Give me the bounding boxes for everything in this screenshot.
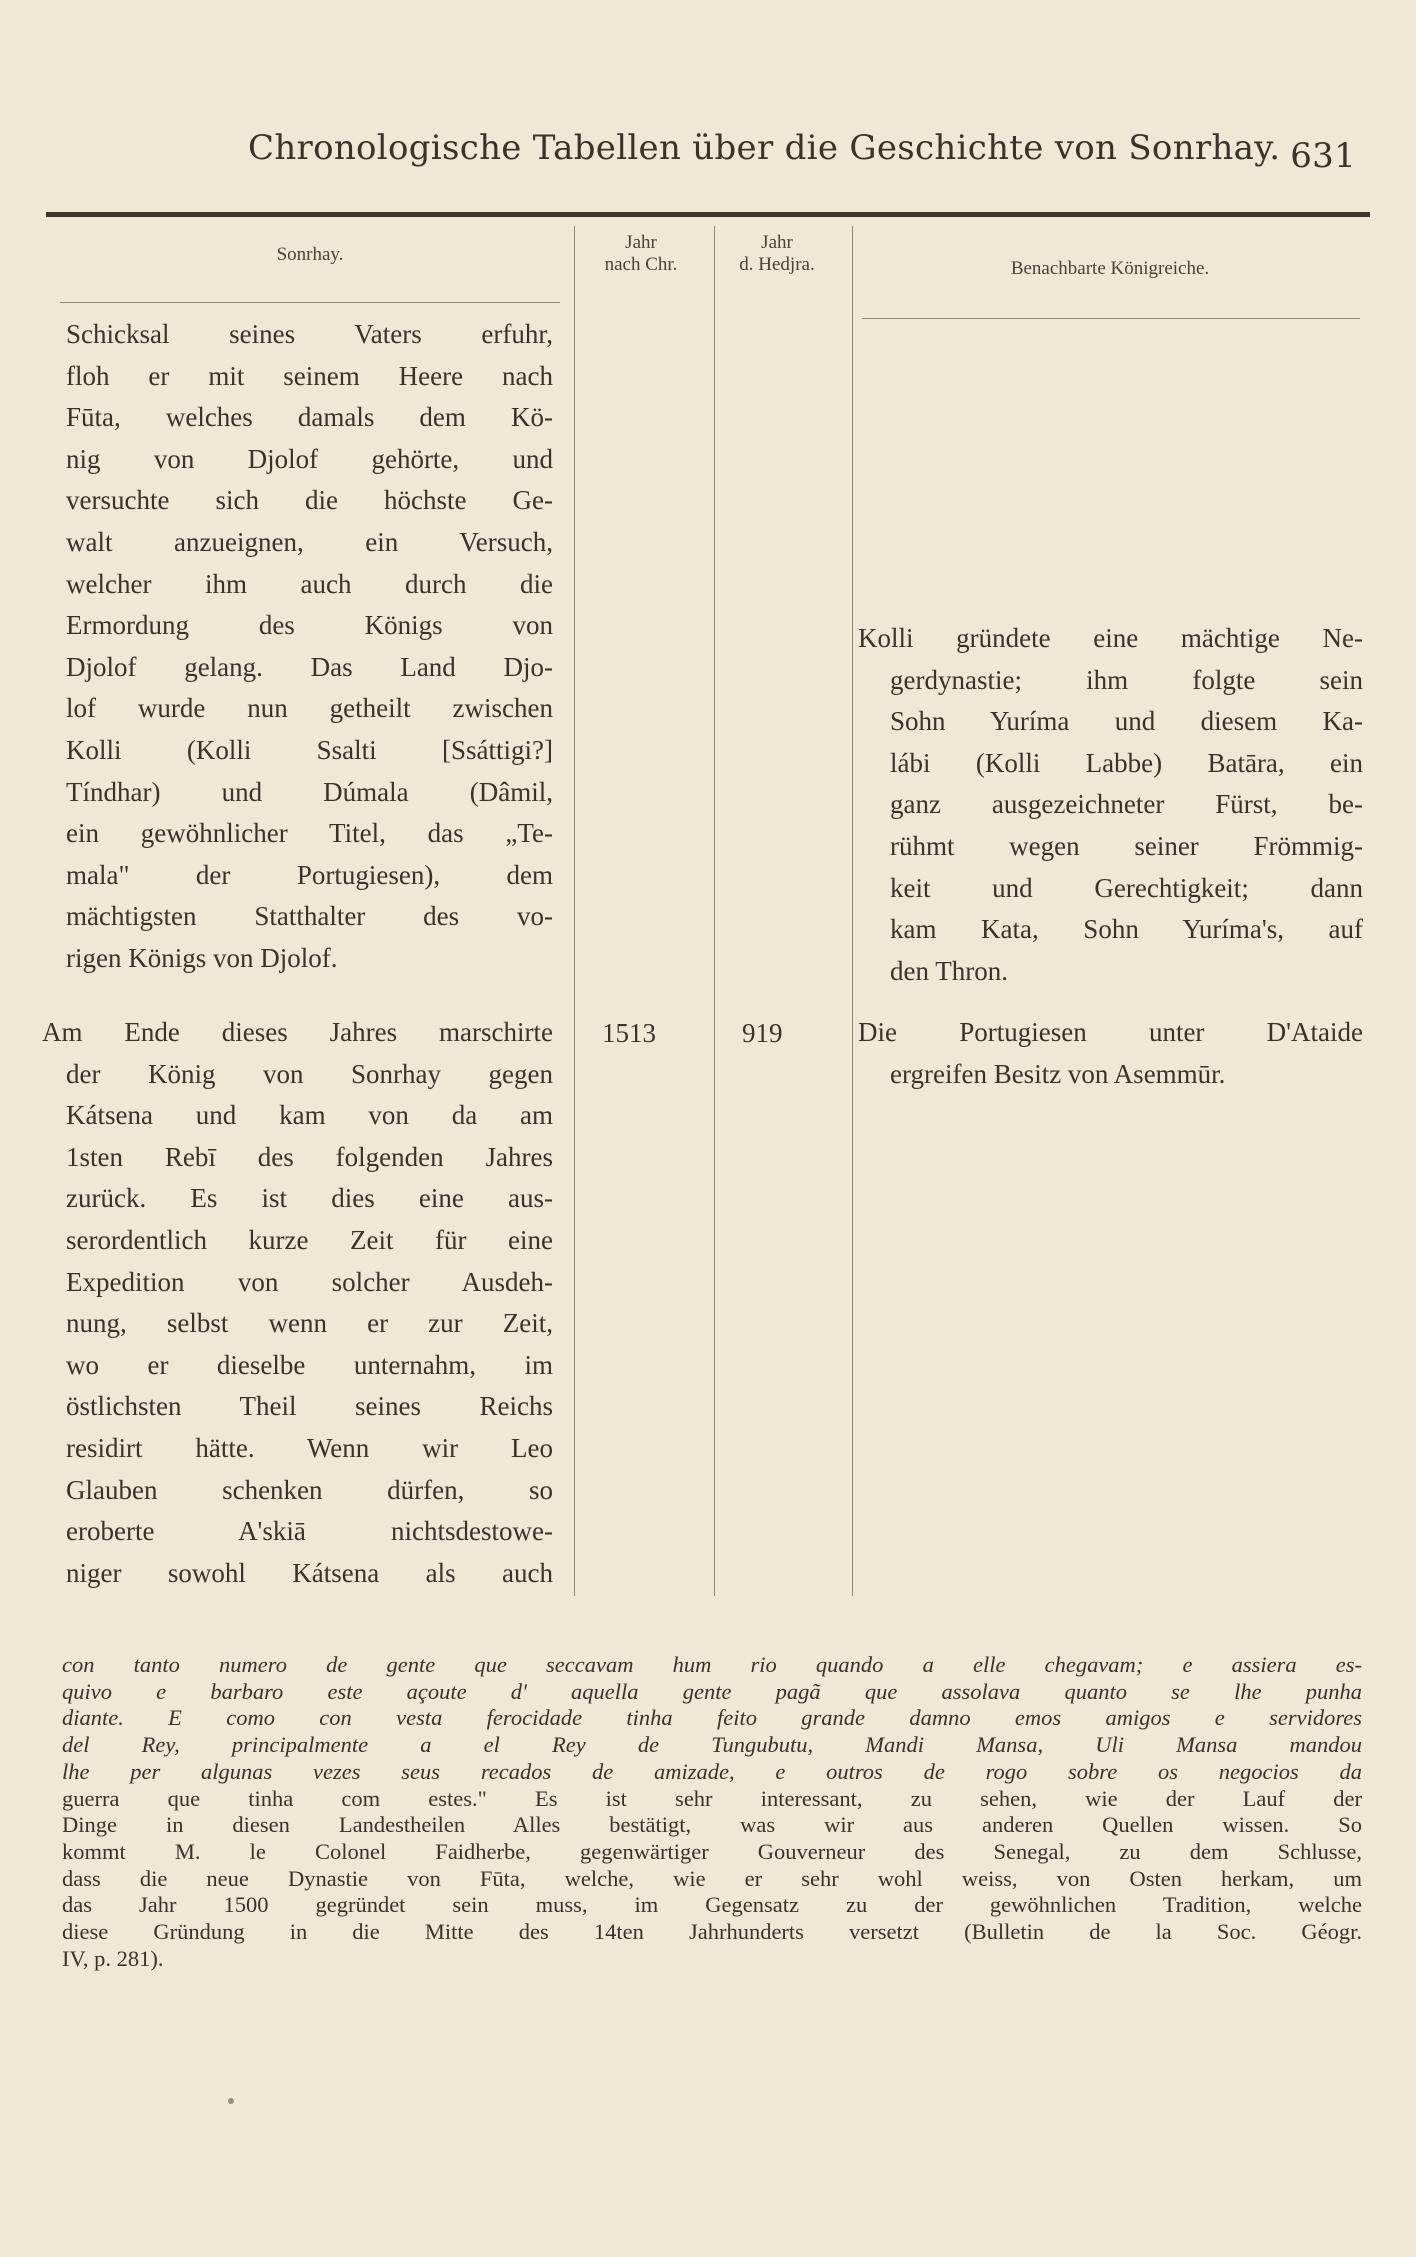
text-line: Fūta, welches damals dem Kö-: [66, 402, 553, 433]
text-line: ein gewöhnlicher Titel, das „Te-: [66, 818, 553, 849]
footnote-line-text: del Rey, principalmente a el Rey de Tungubutu, Mandi Mansa, Uli Mansa mandou: [62, 1732, 1362, 1758]
text-line: mächtigsten Statthalter des vo-: [66, 901, 553, 932]
running-title: Chronologische Tabellen über die Geschichte von Sonrhay.: [248, 128, 1281, 168]
footnote-line: [62, 1652, 1362, 1679]
text-line: Ermordung des Königs von: [66, 610, 553, 641]
text-line: keit und Gerechtigkeit; dann: [890, 872, 1363, 903]
text-line: residirt hätte. Wenn wir Leo: [66, 1432, 553, 1463]
text-line: serordentlich kurze Zeit für eine: [66, 1224, 553, 1255]
col-head-nachbar: Benachbarte Königreiche.: [1010, 258, 1210, 279]
text-line: lábi (Kolli Labbe) Batāra, ein: [890, 747, 1363, 778]
paper-speck: [228, 2098, 234, 2104]
footnote-line-text: con tanto numero de gente que seccavam hum rio quando a elle chegavam; e assiera es-: [62, 1652, 1362, 1677]
text-line: nig von Djolof gehörte, und: [66, 443, 553, 474]
row1-nachbar-text: [858, 618, 1363, 992]
top-rule: [46, 212, 1370, 217]
footnote-line: Dinge in diesen Landestheilen Alles bestätigt, was wir aus anderen Quellen wissen. So: [62, 1812, 1362, 1838]
text-line: walt anzueignen, ein Versuch,: [66, 526, 553, 557]
text-line: 1sten Rebī des folgenden Jahres: [66, 1141, 553, 1172]
text-line: wo er dieselbe unternahm, im: [66, 1349, 553, 1380]
col-head-jahr-hedjra: [712, 232, 842, 276]
footnote-line: guerra que tinha com estes." Es ist sehr interessant, zu sehen, wie der Lauf der: [62, 1785, 1362, 1811]
text-line: welcher ihm auch durch die: [66, 568, 553, 599]
col-head-jahr-chr: [576, 232, 706, 276]
header-rule-left: [60, 302, 560, 303]
col-head-jahr-chr-line1: Jahr: [625, 232, 657, 253]
text-line: Glauben schenken dürfen, so: [66, 1474, 553, 1505]
text-line: Kátsena und kam von da am: [66, 1100, 553, 1131]
text-line: eroberte A'skiā nichtsdestowe-: [66, 1516, 553, 1547]
column-divider-1: [574, 226, 575, 1596]
text-line: den Thron.: [890, 955, 1008, 986]
footnote-line-text: lhe per algunas vezes seus recados de amizade, e outros de rogo sobre os negocios da: [62, 1758, 1362, 1784]
text-line: Expedition von solcher Ausdeh-: [66, 1266, 553, 1297]
column-divider-3: [852, 226, 853, 1596]
text-line: nung, selbst wenn er zur Zeit,: [66, 1308, 553, 1339]
text-line: Djolof gelang. Das Land Djo-: [66, 651, 553, 682]
footnote-line: dass die neue Dynastie von Fūta, welche, wie er sehr wohl weiss, von Osten herkam, um: [62, 1865, 1362, 1891]
text-line: kam Kata, Sohn Yuríma's, auf: [890, 914, 1363, 945]
text-line: ergreifen Besitz von Asemmūr.: [890, 1058, 1226, 1089]
text-line: rigen Königs von Djolof.: [66, 942, 338, 973]
text-line: östlichsten Theil seines Reichs: [66, 1391, 553, 1422]
footnote-line: kommt M. le Colonel Faidherbe, gegenwärtiger Gouverneur des Senegal, zu dem Schlusse,: [62, 1838, 1362, 1864]
row2-sonrhay-text: [42, 1012, 553, 1594]
text-line: lof wurde nun getheilt zwischen: [66, 693, 553, 724]
col-head-jahr-hedjra-line1: Jahr: [761, 232, 793, 253]
text-line: Kolli (Kolli Ssalti [Ssáttigi?]: [66, 734, 553, 765]
footnote-line: [62, 1759, 1362, 1786]
col-head-jahr-chr-line2: nach Chr.: [604, 254, 678, 275]
text-line: Sohn Yuríma und diesem Ka-: [890, 706, 1363, 737]
column-divider-2: [714, 226, 715, 1596]
text-line: gerdynastie; ihm folgte sein: [890, 664, 1363, 695]
row1-sonrhay-text: [66, 314, 553, 980]
footnote-line: [62, 1705, 1362, 1732]
text-line: mala" der Portugiesen), dem: [66, 859, 553, 890]
text-line: Kolli gründete eine mächtige Ne-: [858, 623, 1363, 653]
text-line: Am Ende dieses Jahres marschirte: [42, 1017, 553, 1047]
page-number: 631: [1290, 136, 1356, 176]
header-rule-right: [862, 318, 1360, 319]
footnote-line: [62, 1679, 1362, 1706]
year-chr: 1513: [602, 1018, 656, 1048]
col-head-jahr-hedjra-line2: d. Hedjra.: [739, 254, 815, 275]
text-line: rühmt wegen seiner Frömmig-: [890, 830, 1363, 861]
text-line: niger sowohl Kátsena als auch: [66, 1557, 553, 1588]
footnote-line: [62, 1732, 1362, 1759]
text-line: der König von Sonrhay gegen: [66, 1058, 553, 1089]
footnote-line: das Jahr 1500 gegründet sein muss, im Gegensatz zu der gewöhnlichen Tradition, welche: [62, 1892, 1362, 1918]
footnote-line: diese Gründung in die Mitte des 14ten Jahrhunderts versetzt (Bulletin de la Soc. Géogr.: [62, 1919, 1362, 1945]
footnote-line-text: quivo e barbaro este açoute d' aquella gente pagã que assolava quanto se lhe punha: [62, 1678, 1362, 1704]
footnote-line: IV, p. 281).: [62, 1945, 164, 1971]
col-head-sonrhay: Sonrhay.: [276, 244, 344, 265]
text-line: Die Portugiesen unter D'Ataide: [858, 1017, 1363, 1047]
text-line: versuchte sich die höchste Ge-: [66, 485, 553, 516]
year-hedjra: 919: [742, 1018, 783, 1048]
text-line: Schicksal seines Vaters erfuhr,: [66, 319, 553, 349]
text-line: ganz ausgezeichneter Fürst, be-: [890, 789, 1363, 820]
text-line: Tíndhar) und Dúmala (Dâmil,: [66, 776, 553, 807]
row2-nachbar-text: [858, 1012, 1363, 1095]
footnote: [62, 1652, 1362, 1972]
text-line: zurück. Es ist dies eine aus-: [66, 1183, 553, 1214]
text-line: floh er mit seinem Heere nach: [66, 360, 553, 391]
footnote-line-text: diante. E como con vesta ferocidade tinha feito grande damno emos amigos e servidores: [62, 1705, 1362, 1731]
